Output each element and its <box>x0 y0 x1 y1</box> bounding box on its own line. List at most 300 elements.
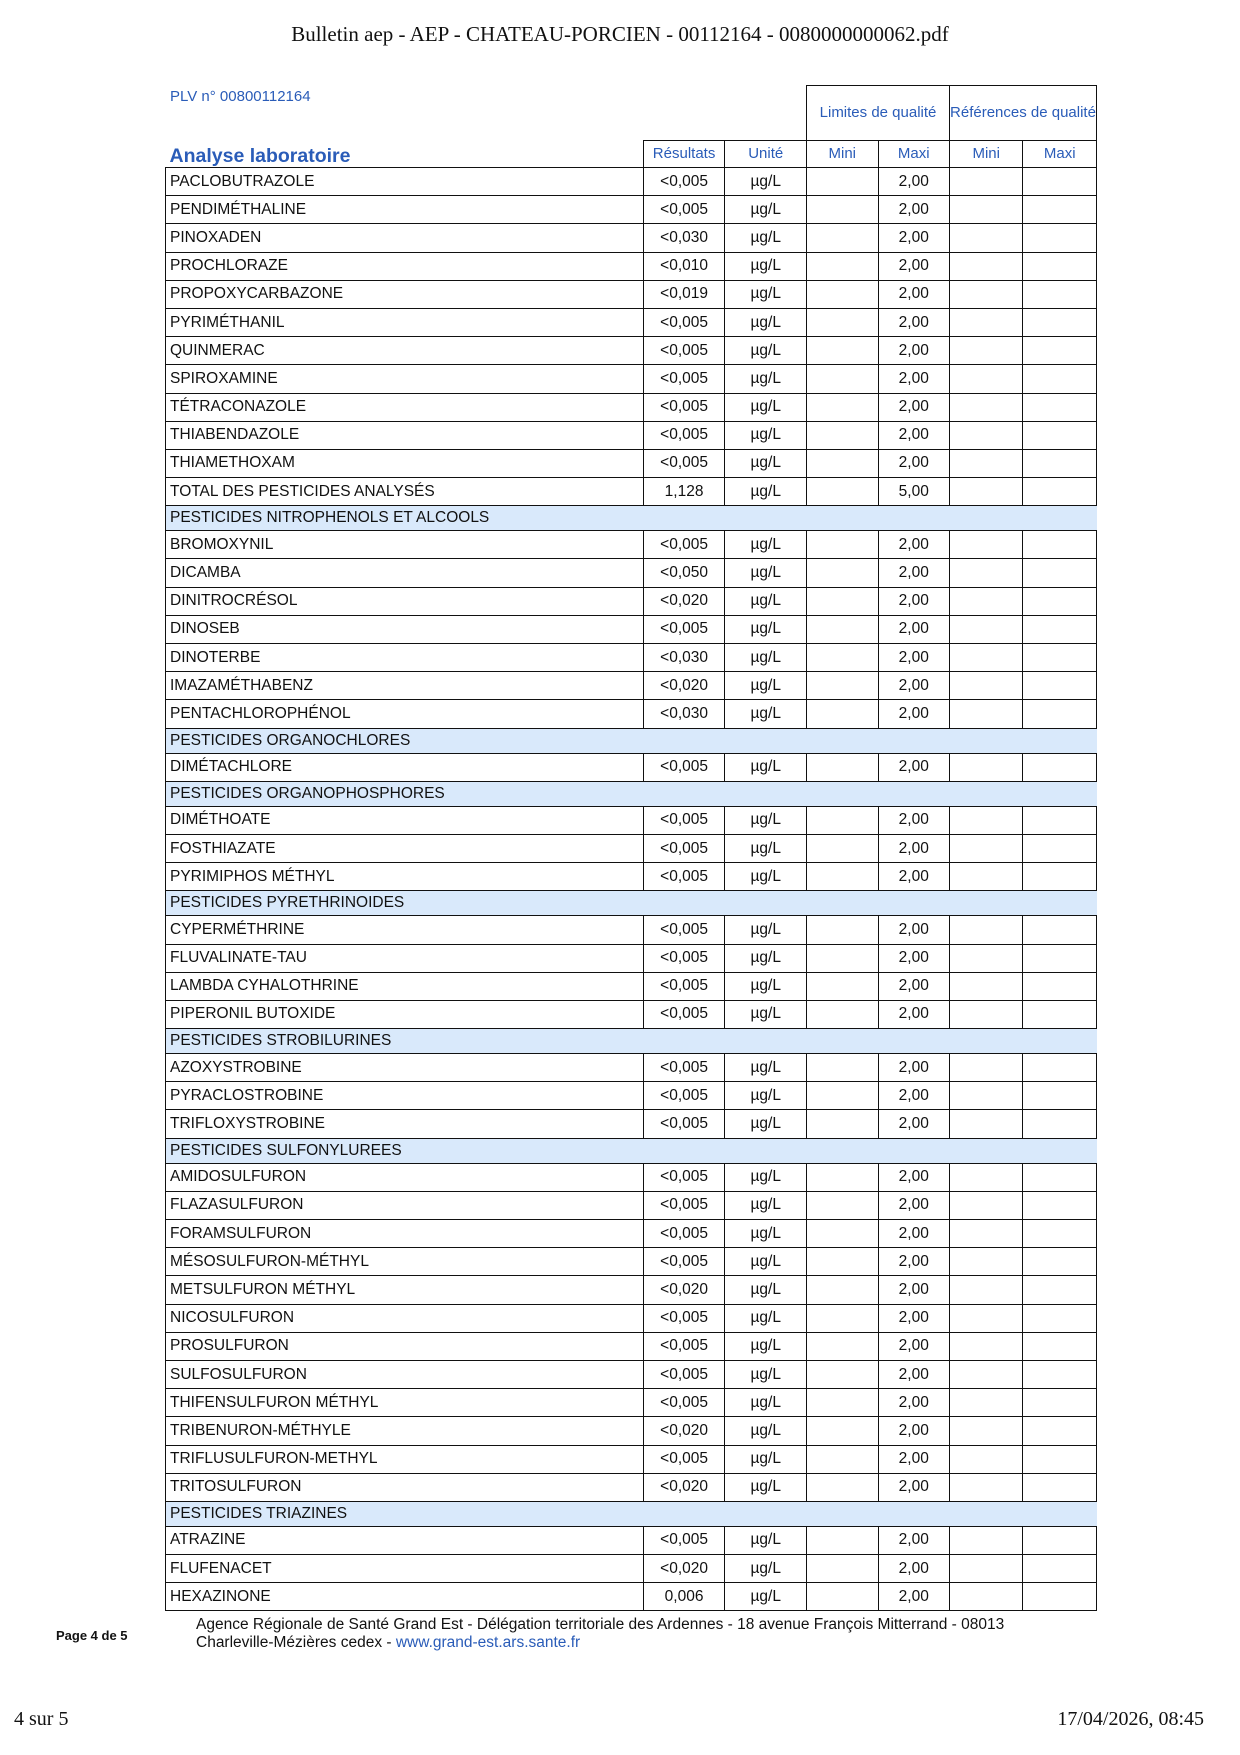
table-row <box>166 1360 1097 1388</box>
cell-result: <0,005 <box>643 615 725 643</box>
cell-unit: µg/L <box>725 672 807 700</box>
cell-max: 2,00 <box>878 753 949 781</box>
cell-max: 2,00 <box>878 644 949 672</box>
cell-result: <0,005 <box>643 1163 725 1191</box>
cell-result: <0,005 <box>643 337 725 365</box>
cell-max: 2,00 <box>878 972 949 1000</box>
cell-ref-max <box>1023 1555 1097 1583</box>
cell-ref-max <box>1023 1445 1097 1473</box>
cell-max: 2,00 <box>878 672 949 700</box>
cell-ref-min <box>949 1445 1022 1473</box>
cell-name: TÉTRACONAZOLE <box>166 393 644 421</box>
cell-ref-min <box>949 644 1022 672</box>
category-label: PESTICIDES PYRETHRINOIDES <box>166 891 1097 916</box>
table-row <box>166 1082 1097 1110</box>
cell-max: 2,00 <box>878 224 949 252</box>
cell-unit: µg/L <box>725 1360 807 1388</box>
cell-ref-min <box>949 308 1022 336</box>
col-mini: Mini <box>807 141 878 168</box>
cell-name: DIMÉTHOATE <box>166 806 644 834</box>
cell-ref-max <box>1023 421 1097 449</box>
cell-name: AMIDOSULFURON <box>166 1163 644 1191</box>
cell-min <box>807 1473 878 1501</box>
cell-max: 2,00 <box>878 196 949 224</box>
cell-min <box>807 1417 878 1445</box>
cell-min <box>807 644 878 672</box>
cell-min <box>807 1000 878 1028</box>
cell-result: <0,005 <box>643 916 725 944</box>
cell-name: DINITROCRÉSOL <box>166 587 644 615</box>
cell-max: 2,00 <box>878 587 949 615</box>
cell-unit: µg/L <box>725 1445 807 1473</box>
cell-ref-max <box>1023 365 1097 393</box>
cell-min <box>807 944 878 972</box>
cell-ref-min <box>949 863 1022 891</box>
cell-unit: µg/L <box>725 1000 807 1028</box>
cell-min <box>807 972 878 1000</box>
cell-ref-min <box>949 1555 1022 1583</box>
cell-min <box>807 224 878 252</box>
cell-unit: µg/L <box>725 337 807 365</box>
cell-name: DINOSEB <box>166 615 644 643</box>
cell-unit: µg/L <box>725 224 807 252</box>
cell-name: PENTACHLOROPHÉNOL <box>166 700 644 728</box>
cell-result: <0,020 <box>643 1473 725 1501</box>
table-row <box>166 196 1097 224</box>
cell-min <box>807 1054 878 1082</box>
cell-unit: µg/L <box>725 1304 807 1332</box>
cell-ref-max <box>1023 834 1097 862</box>
table-row <box>166 421 1097 449</box>
cell-min <box>807 1304 878 1332</box>
table-row <box>166 1445 1097 1473</box>
cell-ref-min <box>949 531 1022 559</box>
cell-unit: µg/L <box>725 1220 807 1248</box>
cell-min <box>807 834 878 862</box>
cell-result: <0,005 <box>643 1360 725 1388</box>
cell-unit: µg/L <box>725 308 807 336</box>
cell-result: 0,006 <box>643 1583 725 1611</box>
cell-ref-max <box>1023 916 1097 944</box>
cell-ref-max <box>1023 168 1097 196</box>
cell-ref-min <box>949 1248 1022 1276</box>
cell-name: PROCHLORAZE <box>166 252 644 280</box>
cell-ref-min <box>949 1220 1022 1248</box>
table-row <box>166 700 1097 728</box>
cell-result: <0,005 <box>643 308 725 336</box>
cell-name: LAMBDA CYHALOTHRINE <box>166 972 644 1000</box>
cell-name: FLUFENACET <box>166 1555 644 1583</box>
cell-ref-max <box>1023 1389 1097 1417</box>
plv-number: PLV n° 00800112164 <box>170 88 311 105</box>
cell-ref-max <box>1023 863 1097 891</box>
table-row <box>166 944 1097 972</box>
agency-address <box>196 1616 1004 1652</box>
cell-ref-max <box>1023 1163 1097 1191</box>
cell-result: <0,020 <box>643 672 725 700</box>
table-row <box>166 972 1097 1000</box>
agency-line-1: Agence Régionale de Santé Grand Est - Délégation territoriale des Ardennes - 18 avenue François Mitterrand - 08013 <box>196 1616 1005 1633</box>
cell-max: 2,00 <box>878 1191 949 1219</box>
cell-ref-min <box>949 944 1022 972</box>
cell-name: TRIFLOXYSTROBINE <box>166 1110 644 1138</box>
cell-name: FLAZASULFURON <box>166 1191 644 1219</box>
cell-max: 2,00 <box>878 1304 949 1332</box>
cell-ref-max <box>1023 700 1097 728</box>
cell-result: <0,005 <box>643 1082 725 1110</box>
cell-name: NICOSULFURON <box>166 1304 644 1332</box>
table-row <box>166 672 1097 700</box>
category-label: PESTICIDES TRIAZINES <box>166 1501 1097 1526</box>
category-row <box>166 1138 1097 1163</box>
table-row <box>166 1054 1097 1082</box>
table-row <box>166 1000 1097 1028</box>
cell-max: 2,00 <box>878 916 949 944</box>
cell-result: <0,005 <box>643 1220 725 1248</box>
cell-result: <0,005 <box>643 365 725 393</box>
col-maxi: Maxi <box>878 141 949 168</box>
table-row <box>166 644 1097 672</box>
cell-max: 2,00 <box>878 337 949 365</box>
cell-result: <0,030 <box>643 224 725 252</box>
cell-unit: µg/L <box>725 1555 807 1583</box>
cell-max: 2,00 <box>878 615 949 643</box>
cell-max: 2,00 <box>878 944 949 972</box>
header-row-columns <box>166 141 1097 168</box>
cell-max: 2,00 <box>878 1389 949 1417</box>
cell-ref-min <box>949 1191 1022 1219</box>
cell-result: <0,050 <box>643 559 725 587</box>
cell-result: 1,128 <box>643 478 725 506</box>
cell-max: 2,00 <box>878 1583 949 1611</box>
cell-min <box>807 280 878 308</box>
col-ref-mini: Mini <box>949 141 1022 168</box>
cell-min <box>807 1110 878 1138</box>
cell-result: <0,005 <box>643 1248 725 1276</box>
cell-unit: µg/L <box>725 644 807 672</box>
cell-max: 2,00 <box>878 421 949 449</box>
cell-ref-max <box>1023 1304 1097 1332</box>
cell-ref-min <box>949 196 1022 224</box>
cell-name: PIPERONIL BUTOXIDE <box>166 1000 644 1028</box>
cell-result: <0,030 <box>643 700 725 728</box>
page-number: Page 4 de 5 <box>56 1628 128 1643</box>
cell-min <box>807 1583 878 1611</box>
pdf-title: Bulletin aep - AEP - CHATEAU-PORCIEN - 00112164 - 0080000000062.pdf <box>291 22 949 46</box>
category-row <box>166 506 1097 531</box>
agency-city: Charleville-Mézières cedex - <box>196 1634 396 1651</box>
cell-name: TOTAL DES PESTICIDES ANALYSÉS <box>166 478 644 506</box>
cell-name: TRIFLUSULFURON-METHYL <box>166 1445 644 1473</box>
cell-result: <0,020 <box>643 1555 725 1583</box>
cell-ref-max <box>1023 1191 1097 1219</box>
cell-name: ATRAZINE <box>166 1526 644 1554</box>
cell-ref-min <box>949 168 1022 196</box>
cell-min <box>807 615 878 643</box>
cell-name: HEXAZINONE <box>166 1583 644 1611</box>
agency-line-2 <box>196 1634 1004 1652</box>
cell-max: 2,00 <box>878 1276 949 1304</box>
cell-max: 2,00 <box>878 1248 949 1276</box>
category-label: PESTICIDES ORGANOPHOSPHORES <box>166 781 1097 806</box>
cell-max: 2,00 <box>878 700 949 728</box>
cell-max: 2,00 <box>878 806 949 834</box>
cell-ref-max <box>1023 1473 1097 1501</box>
table-row <box>166 280 1097 308</box>
cell-max: 2,00 <box>878 863 949 891</box>
category-row <box>166 891 1097 916</box>
cell-ref-max <box>1023 1082 1097 1110</box>
table-row <box>166 916 1097 944</box>
cell-unit: µg/L <box>725 1276 807 1304</box>
cell-result: <0,019 <box>643 280 725 308</box>
cell-unit: µg/L <box>725 559 807 587</box>
cell-max: 2,00 <box>878 1417 949 1445</box>
print-timestamp: 17/04/2026, 08:45 <box>1057 1708 1204 1730</box>
table-row <box>166 365 1097 393</box>
cell-result: <0,005 <box>643 1000 725 1028</box>
cell-max: 2,00 <box>878 365 949 393</box>
cell-ref-min <box>949 834 1022 862</box>
cell-name: DIMÉTACHLORE <box>166 753 644 781</box>
table-row <box>166 337 1097 365</box>
cell-unit: µg/L <box>725 587 807 615</box>
cell-result: <0,005 <box>643 421 725 449</box>
table-row <box>166 1248 1097 1276</box>
cell-ref-min <box>949 972 1022 1000</box>
cell-unit: µg/L <box>725 252 807 280</box>
cell-unit: µg/L <box>725 1389 807 1417</box>
cell-unit: µg/L <box>725 393 807 421</box>
cell-ref-max <box>1023 478 1097 506</box>
cell-ref-max <box>1023 1220 1097 1248</box>
cell-result: <0,010 <box>643 252 725 280</box>
cell-name: PINOXADEN <box>166 224 644 252</box>
cell-ref-min <box>949 1332 1022 1360</box>
cell-unit: µg/L <box>725 1332 807 1360</box>
cell-result: <0,005 <box>643 753 725 781</box>
cell-ref-min <box>949 916 1022 944</box>
cell-min <box>807 1360 878 1388</box>
cell-result: <0,005 <box>643 1110 725 1138</box>
cell-max: 2,00 <box>878 1163 949 1191</box>
cell-unit: µg/L <box>725 1110 807 1138</box>
cell-result: <0,005 <box>643 1389 725 1417</box>
table-row <box>166 587 1097 615</box>
cell-max: 2,00 <box>878 1054 949 1082</box>
cell-ref-min <box>949 337 1022 365</box>
cell-ref-min <box>949 1473 1022 1501</box>
cell-ref-min <box>949 1054 1022 1082</box>
cell-unit: µg/L <box>725 478 807 506</box>
agency-website-link[interactable]: www.grand-est.ars.sante.fr <box>395 1634 581 1651</box>
cell-unit: µg/L <box>725 863 807 891</box>
col-ref-maxi: Maxi <box>1023 141 1097 168</box>
cell-result: <0,005 <box>643 806 725 834</box>
cell-min <box>807 753 878 781</box>
table-row <box>166 252 1097 280</box>
cell-ref-min <box>949 365 1022 393</box>
cell-name: THIFENSULFURON MÉTHYL <box>166 1389 644 1417</box>
cell-ref-min <box>949 449 1022 477</box>
table-row <box>166 1417 1097 1445</box>
cell-ref-max <box>1023 1276 1097 1304</box>
cell-ref-min <box>949 1082 1022 1110</box>
cell-name: METSULFURON MÉTHYL <box>166 1276 644 1304</box>
cell-ref-min <box>949 252 1022 280</box>
cell-unit: µg/L <box>725 531 807 559</box>
cell-ref-max <box>1023 1054 1097 1082</box>
cell-name: BROMOXYNIL <box>166 531 644 559</box>
cell-name: DICAMBA <box>166 559 644 587</box>
cell-unit: µg/L <box>725 168 807 196</box>
cell-name: PYRACLOSTROBINE <box>166 1082 644 1110</box>
cell-max: 2,00 <box>878 531 949 559</box>
table-row <box>166 1163 1097 1191</box>
cell-min <box>807 559 878 587</box>
cell-unit: µg/L <box>725 1526 807 1554</box>
cell-result: <0,005 <box>643 1191 725 1219</box>
cell-max: 2,00 <box>878 1110 949 1138</box>
cell-result: <0,005 <box>643 196 725 224</box>
cell-max: 2,00 <box>878 1000 949 1028</box>
category-row <box>166 728 1097 753</box>
cell-name: DINOTERBE <box>166 644 644 672</box>
cell-ref-max <box>1023 308 1097 336</box>
cell-max: 2,00 <box>878 1220 949 1248</box>
cell-max: 2,00 <box>878 1526 949 1554</box>
col-resultats: Résultats <box>643 141 725 168</box>
cell-ref-max <box>1023 1526 1097 1554</box>
cell-unit: µg/L <box>725 1054 807 1082</box>
cell-name: PACLOBUTRAZOLE <box>166 168 644 196</box>
category-label: PESTICIDES SULFONYLUREES <box>166 1138 1097 1163</box>
table-row <box>166 1276 1097 1304</box>
cell-min <box>807 421 878 449</box>
table-row <box>166 393 1097 421</box>
cell-ref-min <box>949 672 1022 700</box>
cell-result: <0,005 <box>643 1304 725 1332</box>
cell-min <box>807 1389 878 1417</box>
cell-ref-min <box>949 700 1022 728</box>
table-row <box>166 1220 1097 1248</box>
cell-ref-max <box>1023 252 1097 280</box>
cell-name: CYPERMÉTHRINE <box>166 916 644 944</box>
cell-name: PROPOXYCARBAZONE <box>166 280 644 308</box>
header-row-groups <box>166 86 1097 141</box>
cell-min <box>807 1332 878 1360</box>
cell-max: 5,00 <box>878 478 949 506</box>
cell-unit: µg/L <box>725 280 807 308</box>
cell-ref-max <box>1023 944 1097 972</box>
table-row <box>166 559 1097 587</box>
cell-result: <0,005 <box>643 449 725 477</box>
cell-max: 2,00 <box>878 168 949 196</box>
cell-ref-min <box>949 1526 1022 1554</box>
cell-ref-min <box>949 1304 1022 1332</box>
cell-max: 2,00 <box>878 1082 949 1110</box>
cell-ref-max <box>1023 972 1097 1000</box>
cell-ref-min <box>949 615 1022 643</box>
cell-result: <0,020 <box>643 1276 725 1304</box>
cell-min <box>807 449 878 477</box>
col-unite: Unité <box>725 141 807 168</box>
cell-name: FOSTHIAZATE <box>166 834 644 862</box>
cell-ref-min <box>949 393 1022 421</box>
table-title: Analyse laboratoire <box>169 145 351 167</box>
cell-ref-min <box>949 1389 1022 1417</box>
results-table <box>165 85 1097 1611</box>
cell-ref-min <box>949 753 1022 781</box>
cell-result: <0,005 <box>643 168 725 196</box>
cell-unit: µg/L <box>725 806 807 834</box>
cell-min <box>807 1445 878 1473</box>
cell-result: <0,005 <box>643 1445 725 1473</box>
cell-result: <0,020 <box>643 1417 725 1445</box>
category-row <box>166 1029 1097 1054</box>
cell-min <box>807 1526 878 1554</box>
cell-ref-min <box>949 1163 1022 1191</box>
cell-ref-min <box>949 1000 1022 1028</box>
cell-min <box>807 1220 878 1248</box>
table-row <box>166 1473 1097 1501</box>
cell-result: <0,020 <box>643 587 725 615</box>
table-row <box>166 224 1097 252</box>
table-row <box>166 834 1097 862</box>
cell-ref-max <box>1023 1583 1097 1611</box>
cell-ref-min <box>949 1417 1022 1445</box>
cell-min <box>807 672 878 700</box>
category-label: PESTICIDES ORGANOCHLORES <box>166 728 1097 753</box>
cell-unit: µg/L <box>725 1163 807 1191</box>
category-label: PESTICIDES STROBILURINES <box>166 1029 1097 1054</box>
cell-min <box>807 863 878 891</box>
table-row <box>166 1555 1097 1583</box>
cell-min <box>807 168 878 196</box>
table-row <box>166 1389 1097 1417</box>
cell-ref-min <box>949 1276 1022 1304</box>
cell-unit: µg/L <box>725 972 807 1000</box>
cell-min <box>807 478 878 506</box>
cell-ref-max <box>1023 587 1097 615</box>
table-row <box>166 308 1097 336</box>
cell-max: 2,00 <box>878 252 949 280</box>
cell-unit: µg/L <box>725 753 807 781</box>
cell-name: TRIBENURON-MÉTHYLE <box>166 1417 644 1445</box>
cell-ref-max <box>1023 1360 1097 1388</box>
cell-result: <0,005 <box>643 1526 725 1554</box>
cell-ref-max <box>1023 644 1097 672</box>
cell-result: <0,005 <box>643 972 725 1000</box>
cell-result: <0,030 <box>643 644 725 672</box>
cell-ref-max <box>1023 1248 1097 1276</box>
cell-name: MÉSOSULFURON-MÉTHYL <box>166 1248 644 1276</box>
cell-min <box>807 916 878 944</box>
cell-unit: µg/L <box>725 1473 807 1501</box>
sheet-counter: 4 sur 5 <box>14 1708 69 1730</box>
cell-ref-max <box>1023 337 1097 365</box>
cell-unit: µg/L <box>725 1191 807 1219</box>
cell-result: <0,005 <box>643 834 725 862</box>
cell-name: SULFOSULFURON <box>166 1360 644 1388</box>
cell-ref-min <box>949 421 1022 449</box>
cell-min <box>807 1248 878 1276</box>
cell-name: SPIROXAMINE <box>166 365 644 393</box>
cell-name: THIABENDAZOLE <box>166 421 644 449</box>
cell-max: 2,00 <box>878 1445 949 1473</box>
cell-unit: µg/L <box>725 1248 807 1276</box>
table-row <box>166 1526 1097 1554</box>
